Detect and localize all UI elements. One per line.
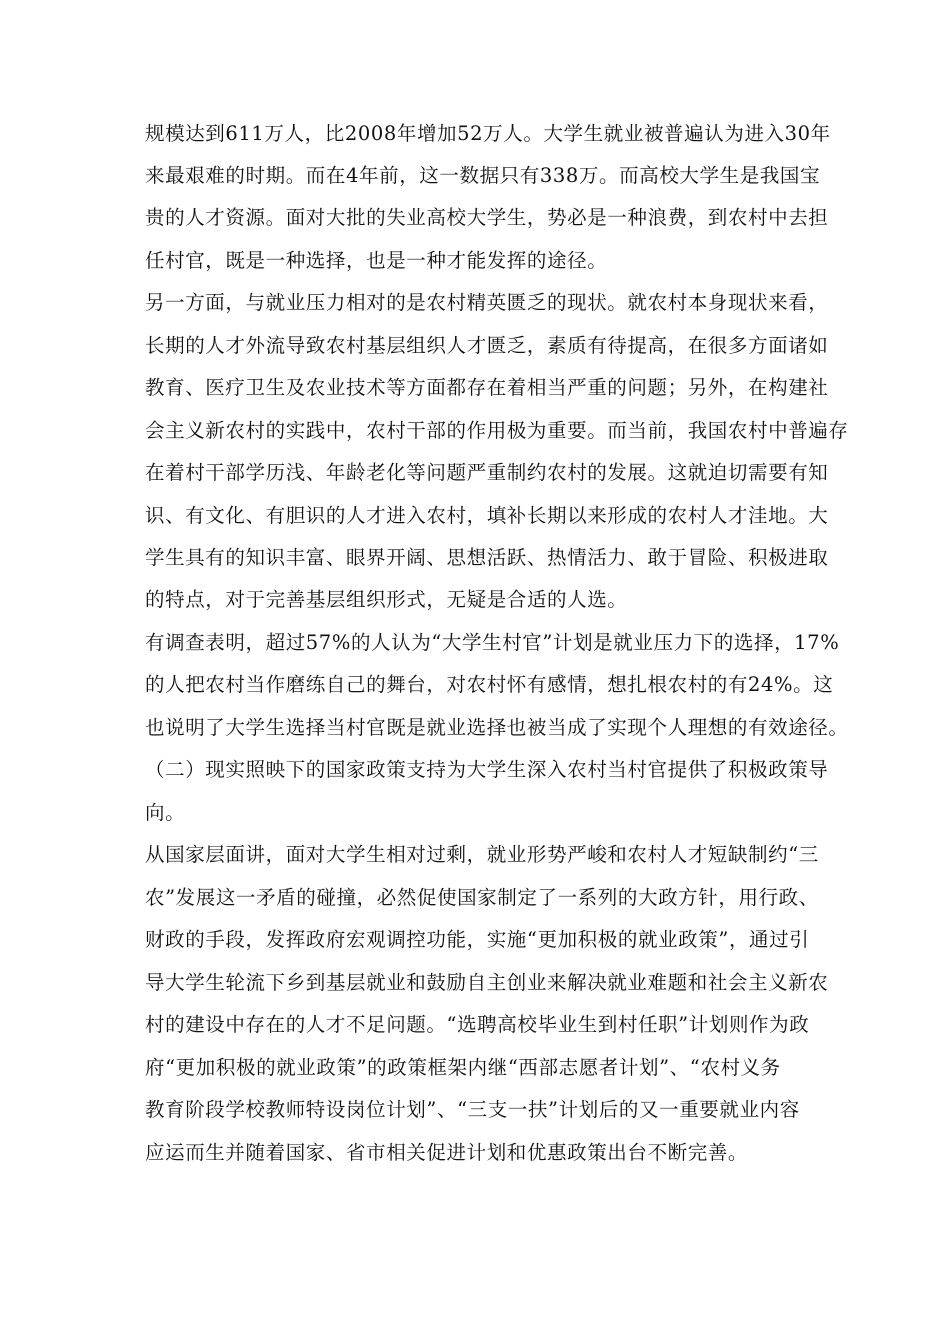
text-line: 识、有文化、有胆识的人才进入农村，填补长期以来形成的农村人才洼地。大: [145, 504, 829, 527]
text-line: 的人把农村当作磨练自己的舞台，对农村怀有感情，想扎根农村的有24%。这: [145, 673, 834, 696]
text-line: 学生具有的知识丰富、眼界开阔、思想活跃、热情活力、敢于冒险、积极进取: [145, 546, 829, 569]
text-line: 另一方面，与就业压力相对的是农村精英匮乏的现状。就农村本身现状来看，: [145, 291, 829, 314]
text-line: 规模达到611万人，比2008年增加52万人。大学生就业被普遍认为进入30年: [145, 122, 831, 145]
text-line: 农”发展这一矛盾的碰撞，必然促使国家制定了一系列的大政方针，用行政、: [145, 886, 819, 909]
text-line: 教育、医疗卫生及农业技术等方面都存在着相当严重的问题；另外，在构建社: [145, 376, 829, 399]
text-line: 会主义新农村的实践中，农村干部的作用极为重要。而当前，我国农村中普遍存: [145, 419, 849, 442]
text-line: 财政的手段，发挥政府宏观调控功能，实施“更加积极的就业政策”，通过引: [145, 928, 810, 951]
text-line: 也说明了大学生选择当村官既是就业选择也被当成了实现个人理想的有效途径。: [145, 716, 849, 739]
section-heading-line: （二）现实照映下的国家政策支持为大学生深入农村当村官提供了积极政策导: [145, 758, 829, 781]
section-heading-line: 向。: [145, 801, 186, 824]
text-line: 教育阶段学校教师特设岗位计划”、“三支一扶”计划后的又一重要就业内容: [145, 1098, 800, 1121]
text-line: 来最艰难的时期。而在4年前，这一数据只有338万。而高校大学生是我国宝: [145, 164, 821, 187]
text-line: 村的建设中存在的人才不足问题。“选聘高校毕业生到村任职”计划则作为政: [145, 1013, 810, 1036]
text-line: 在着村干部学历浅、年龄老化等问题严重制约农村的发展。这就迫切需要有知: [145, 461, 829, 484]
text-line: 府“更加积极的就业政策”的政策框架内继“西部志愿者计划”、“农村义务: [145, 1056, 781, 1079]
text-line: 的特点，对于完善基层组织形式，无疑是合适的人选。: [145, 588, 628, 611]
text-line: 有调查表明，超过57%的人认为“大学生村官”计划是就业压力下的选择，17%: [145, 631, 840, 654]
text-line: 长期的人才外流导致农村基层组织人才匮乏，素质有待提高，在很多方面诸如: [145, 334, 829, 357]
text-line: 从国家层面讲，面对大学生相对过剩，就业形势严峻和农村人才短缺制约“三: [145, 843, 819, 866]
text-line: 导大学生轮流下乡到基层就业和鼓励自主创业来解决就业难题和社会主义新农: [145, 971, 829, 994]
text-line: 应运而生并随着国家、省市相关促进计划和优惠政策出台不断完善。: [145, 1141, 749, 1164]
text-line: 贵的人才资源。面对大批的失业高校大学生，势必是一种浪费，到农村中去担: [145, 206, 829, 229]
text-line: 任村官，既是一种选择，也是一种才能发挥的途径。: [145, 249, 608, 272]
